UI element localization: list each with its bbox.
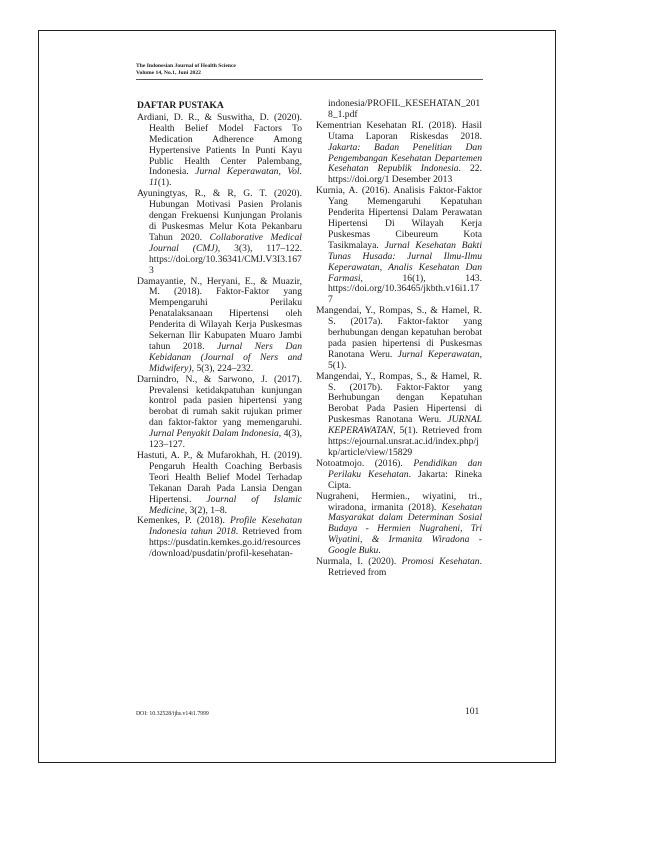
reference-source: Promosi Kesehatan bbox=[401, 556, 480, 568]
reference-continuation: indonesia/PROFIL_KESEHATAN_2018_1.pdf bbox=[328, 98, 481, 120]
left-column bbox=[137, 101, 302, 560]
reference-list-left bbox=[137, 113, 302, 560]
reference-text: . Retrieved from https://pusdatin.kemkes.go.id/resources/download/pusdatin/profil-kesehatan- bbox=[149, 526, 302, 560]
reference-text: . Jakarta: Rineka Cipta. bbox=[328, 468, 483, 491]
reference-text: Ardiani, D. R., & Suswitha, D. (2020). Health Belief Model Factors To Medication Adherence Among Hypertensive Patients In Punti Kayu Public Health Center Palembang, Indonesia. bbox=[137, 111, 302, 178]
reference-text: Kurnia, A. (2016). Analisis Faktor-Faktor Yang Memengaruhi Kepatuhan Penderita Hipertensi Dalam Perawatan Hipertensi Di Wilayah Kerja Puskesmas Cibeureum Kota Tasikmalaya. bbox=[316, 185, 482, 251]
reference-text: Mangendai, Y., Rompas, S., & Hamel, R. S. (2017a). Faktor-faktor yang berhubungan dengan kepatuhan berobat pada pasien hipertensi di Puskesmas Ranotana Weru. bbox=[316, 305, 482, 360]
page-number: 101 bbox=[465, 707, 480, 717]
reference-text: , 4(3), 123–127. bbox=[149, 428, 302, 451]
reference-source: Profile Kesehatan Indonesia tahun 2018 bbox=[149, 515, 302, 538]
reference-source: Pendidikan dan Perilaku Kesehatan bbox=[328, 457, 482, 480]
reference-entry bbox=[137, 277, 302, 375]
header-rule bbox=[136, 79, 483, 80]
reference-entry bbox=[316, 557, 482, 579]
reference-text: (1). bbox=[157, 177, 172, 189]
reference-text: , 3(2), 1–8. bbox=[184, 504, 228, 516]
reference-text: . Retrieved from bbox=[328, 556, 482, 578]
reference-text: Hastuti, A. P., & Mufarokhah, H. (2019). Pengaruh Health Coaching Berbasis Teori Health Belief Model Terhadap Tekanan Darah Pada Lansia Dengan Hipertensi. bbox=[137, 450, 302, 505]
reference-source: Jurnal Ners Dan Kebidanan (Journal of Ners and Midwifery) bbox=[149, 340, 302, 374]
reference-text: . 22. https://doi.org/1 Desember 2013 bbox=[328, 163, 482, 186]
reference-entry bbox=[137, 375, 302, 451]
reference-source: Journal of Islamic Medicine bbox=[149, 493, 302, 516]
reference-text: , 3(3), 117–122. https://doi.org/10.36341/CMJ.V3I3.1673 bbox=[149, 242, 302, 276]
reference-text: , 5(1). Retrieved from https://ejournal.unsrat.ac.id/index.php/jkp/article/view/15829 bbox=[328, 425, 482, 458]
reference-text: Damayantie, N., Heryani, E., & Muazir, M. (2018). Faktor-Faktor yang Mempengaruhi Perilaku Penatalaksanaan Hipertensi oleh Penderita di Wilayah Kerja Puskesmas Sekernan Ilir Kabupaten Muaro Jambi tahun 2018. bbox=[137, 275, 302, 352]
reference-source: Jurnal Kesehatan Bakti Tunas Husada: Jurnal Ilmu-Ilmu Keperawatan, Analis Kesehatan Dan Farmasi bbox=[328, 239, 482, 284]
reference-text: Kemenkes, P. (2018). bbox=[137, 515, 231, 527]
reference-entry bbox=[316, 492, 482, 557]
reference-entry bbox=[316, 306, 482, 371]
reference-source: Jakarta: Badan Penelitian Dan Pengembangan Kesehatan Departemen Kesehatan Republik Indonesia bbox=[328, 141, 482, 175]
reference-entry bbox=[137, 516, 302, 560]
reference-text: Kementrian Kesehatan RI. (2018). Hasil Utama Laporan Riskesdas 2018. bbox=[316, 119, 482, 142]
reference-entry bbox=[316, 372, 482, 459]
reference-text: Nurmala, I. (2020). bbox=[316, 556, 402, 568]
reference-entry bbox=[137, 113, 302, 189]
reference-source: Kesehatan Masyarakat dalam Determinan Sosial Budaya - Hermien Nugraheni, Tri Wiyatini, & Irmanita Wiradona - Google Buku bbox=[328, 501, 482, 557]
reference-text: , 5(1). bbox=[328, 348, 482, 371]
reference-text: . bbox=[378, 545, 381, 557]
reference-text: Ayuningtyas, R., & R, G. T. (2020). Hubungan Motivasi Pasien Prolanis dengan Frekuensi Kunjungan Prolanis di Puskesmas Melur Kota Pekanbaru Tahun 2020. bbox=[137, 188, 302, 243]
reference-text: Nugraheni, Hermien., wiyatini, tri., wiradona, irmanita (2018). bbox=[316, 490, 482, 513]
reference-text: , 16(1), 143. https://doi.org/10.36465/jkbth.v16i1.177 bbox=[328, 272, 482, 306]
reference-source: Collaborative Medical Journal (CMJ) bbox=[149, 231, 302, 254]
reference-text: Notoatmojo. (2016). bbox=[316, 457, 414, 469]
journal-header bbox=[136, 63, 236, 76]
section-title: DAFTAR PUSTAKA bbox=[137, 100, 224, 111]
journal-volume: Volume 14, No.1, Juni 2022 bbox=[136, 69, 201, 76]
reference-source: Jurnal Penyakit Dalam Indonesia bbox=[149, 428, 279, 440]
reference-text: , 5(3), 224–232. bbox=[191, 362, 254, 374]
reference-entry bbox=[137, 189, 302, 276]
reference-source: Jurnal Keperawatan, Vol. 11 bbox=[149, 166, 302, 189]
reference-entry bbox=[316, 459, 482, 492]
reference-text: Mangendai, Y., Rompas, S., & Hamel, R. S. (2017b). Faktor-Faktor yang Berhubungan dengan Kepatuhan Berobat Pada Pasien Hipertensi di Puskesmas Ranotana Weru. bbox=[316, 370, 482, 426]
journal-name: The Indonesian Journal of Health Science bbox=[136, 63, 236, 69]
reference-entry bbox=[137, 451, 302, 516]
reference-list-right bbox=[316, 121, 482, 579]
right-column bbox=[316, 99, 482, 579]
reference-source: JURNAL KEPERAWATAN bbox=[328, 414, 482, 437]
reference-entry bbox=[316, 121, 482, 186]
reference-entry bbox=[316, 186, 482, 306]
reference-source: Jurnal Keperawatan bbox=[397, 348, 480, 360]
reference-text: Darnindro, N., & Sarwono, J. (2017). Prevalensi ketidakpatuhan kunjungan kontrol pada pasien hipertensi yang berobat di rumah sakit rujukan primer dan faktor-faktor yang memengaruhi. bbox=[137, 373, 302, 429]
footer-doi: DOI: 10.32528/ijhs.v14i1.7999 bbox=[136, 711, 209, 717]
